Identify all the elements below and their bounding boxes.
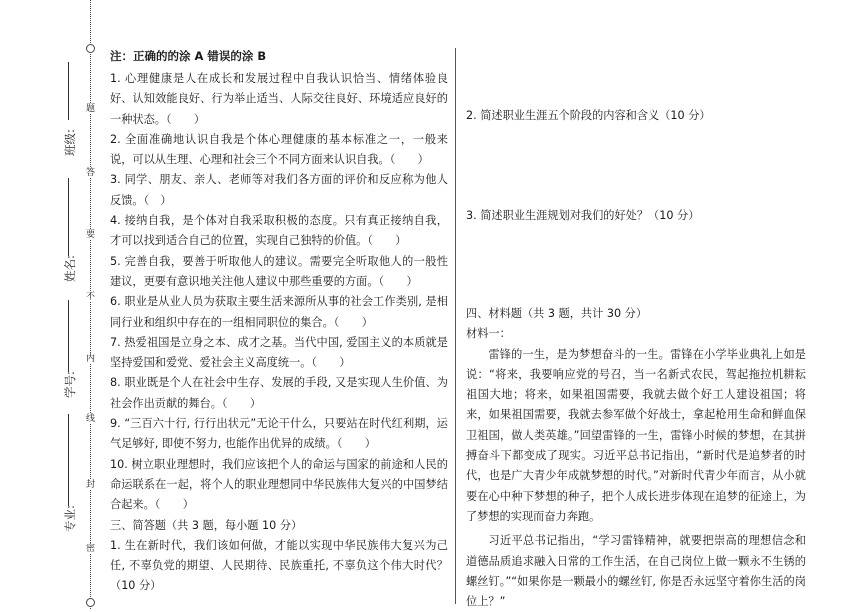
sealing-char: 要 (86, 230, 96, 240)
sealing-char: 内 (86, 354, 96, 364)
sealing-char: 线 (86, 414, 96, 424)
judge-question-10: 10. 树立职业理想时，我们应该把个人的命运与国家的前途和人民的命运联系在一起，将个人的职业理想同中华民族伟大复兴的中国梦结合起来。（ ） (110, 457, 448, 512)
judge-question-3: 3. 同学、朋友、亲人、老师等对我们各方面的评价和反应称为他人反馈。（ ） (110, 173, 448, 207)
sealing-char: 封 (86, 480, 96, 490)
sealing-char: 答 (86, 168, 96, 178)
class-fill-line (68, 62, 69, 120)
judge-question-2: 2. 全面准确地认识自我是个体心理健康的基本标准之一，一般来说，可以从生理、心理和社会三个不同方面来认识自我。（ ） (110, 132, 448, 167)
judge-question-5: 5. 完善自我，要善于听取他人的建议。需要完全听取他人的一般性建议，更要有意识地关注他人建议中那些重要的方面。（ ） (110, 254, 448, 288)
judge-question-6: 6. 职业是从业人员为获取主要生活来源所从事的社会工作类别, 是相同行业和组织中存在的一组相同职位的集合。（ ） (110, 295, 448, 329)
binding-strip (0, 0, 108, 609)
section-3-title: 三、简答题（共 3 题，每小题 10 分） (110, 518, 303, 532)
sealing-char: 密 (86, 544, 96, 554)
name-label: 姓名: (63, 255, 77, 282)
class-label: 班级: (63, 129, 77, 156)
judge-question-8: 8. 职业既是个人在社会中生存、发展的手段, 又是实现人生价值、为社会作出贡献的舞台。（ ） (110, 376, 448, 410)
material-paragraph-2: 习近平总书记指出，“学习雷锋精神，就要把崇高的理想信念和道德品质追求融入日常的工作生活，在自己岗位上做一颗永不生锈的螺丝钉。”“如果你是一颗最小的螺丝钉, 你是否永远坚守着你生活的岗位上？” (466, 534, 806, 609)
judge-question-4: 4. 接纳自我，是个体对自我采取积极的态度。只有真正接纳自我，才可以找到适合自己的位置，实现自己独特的价值。（ ） (110, 214, 448, 248)
short-question-1: 1. 生在新时代，我们该如何做，才能以实现中华民族伟大复兴为己任, 不辜负党的期望、人民期待、民族重托, 不辜负这个伟大时代？（10 分） (110, 538, 448, 593)
id-fill-line (68, 300, 69, 372)
judge-question-1: 1. 心理健康是人在成长和发展过程中自我认识恰当、情绪体验良好、认知效能良好、行为举止适当、人际交往良好、环境适应良好的一种状态。（ ） (110, 72, 448, 126)
major-fill-line (68, 414, 69, 506)
short-question-3: 3. 简述职业生涯规划对我们的好处？（10 分） (466, 209, 700, 222)
sealing-line (90, 0, 101, 609)
binding-hole (86, 598, 95, 607)
material-label: 材料一： (466, 327, 511, 341)
material-section (466, 304, 806, 612)
short-question-2: 2. 简述职业生涯五个阶段的内容和含义（10 分） (466, 109, 711, 122)
left-column (110, 48, 448, 597)
column-divider (455, 48, 456, 604)
judge-question-7: 7. 热爱祖国是立身之本、成才之基。当代中国, 爱国主义的本质就是坚持爱国和爱党、爱社会主义高度统一。（ ） (110, 335, 448, 370)
sealing-char: 不 (86, 292, 96, 302)
id-label: 学号: (63, 371, 77, 398)
major-label: 专业: (63, 505, 77, 532)
name-fill-line (68, 178, 69, 256)
judge-question-9: 9. “三百六十行, 行行出状元”无论干什么，只要站在时代红利期，运气足够好, 即使不努力, 也能作出优异的成绩。（ ） (110, 417, 448, 451)
section-4-title: 四、材料题（共 3 题，共计 30 分） (466, 307, 648, 320)
answer-note: 注：正确的的涂 A 错误的涂 B (110, 49, 267, 63)
sealing-char: 题 (86, 104, 96, 114)
binding-hole (86, 44, 95, 53)
material-paragraph-1: 雷锋的一生，是为梦想奋斗的一生。雷锋在小学毕业典礼上如是说：“将来，我要响应党的号召，当一名新式农民，驾起拖拉机耕耘祖国大地；将来，如果祖国需要，我就去做个好工人建设祖国；将来，如果祖国需要，我就去参军做个好战士，拿起枪用生命和鲜血保卫祖国，做人类英雄。”回望雷锋的一生，雷锋小时候的梦想，在其拼搏奋斗下都变成了现实。习近平总书记指出，“新时代是追梦者的时代，也是广大青少年成就梦想的时代。”对新时代青少年而言，从小就要在心中种下梦想的种子，把个人成长进步体现在追梦的征途上，为了梦想的实现而奋力奔跑。 (466, 347, 806, 523)
